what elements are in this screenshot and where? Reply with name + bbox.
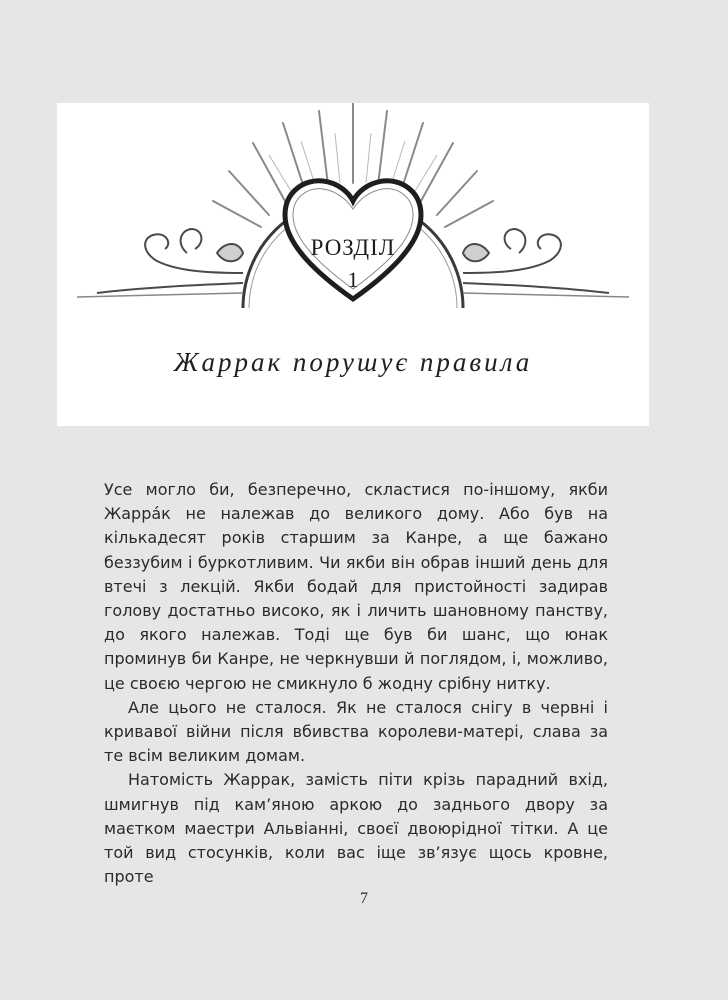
chapter-title: Жаррак порушує правила — [173, 347, 533, 377]
paragraph: Усе могло би, безперечно, скластися по-іншому, якби Жарра́к не належав до великого дому. Або був на кількадесят років старшим за Канре, а ще бажано беззубим і буркотливим. Чи якби він обрав інший день для втечі з лекцій. Якби бодай для пристойності задирав голову достатньо високо, як і личить шановному панству, до якого належав. Тоді ще був би шанс, що юнак проминув би Канре, не черкнувши й поглядом, і, можливо, це своєю чергою не смикнуло б жодну срібну нитку. — [104, 480, 608, 693]
paragraph: Але цього не сталося. Як не сталося снігу в червні і кривавої війни після вбивства королеви-матері, слава за те всім великим домам. — [104, 697, 608, 766]
paragraph: Натомість Жаррак, замість піти крізь парадний вхід, шмигнув під кам’яною аркою до заднього двору за маєтком маестри Альвіанні, своєї двоюрідної тітки. А це той вид стосунків, коли вас іще зв’язує щось кровне, проте — [104, 770, 608, 887]
body-text — [104, 478, 608, 889]
chapter-header — [57, 103, 649, 426]
chapter-label: РОЗДІЛ — [310, 235, 396, 260]
page-number: 7 — [360, 890, 368, 907]
chapter-number: 1 — [347, 267, 359, 292]
